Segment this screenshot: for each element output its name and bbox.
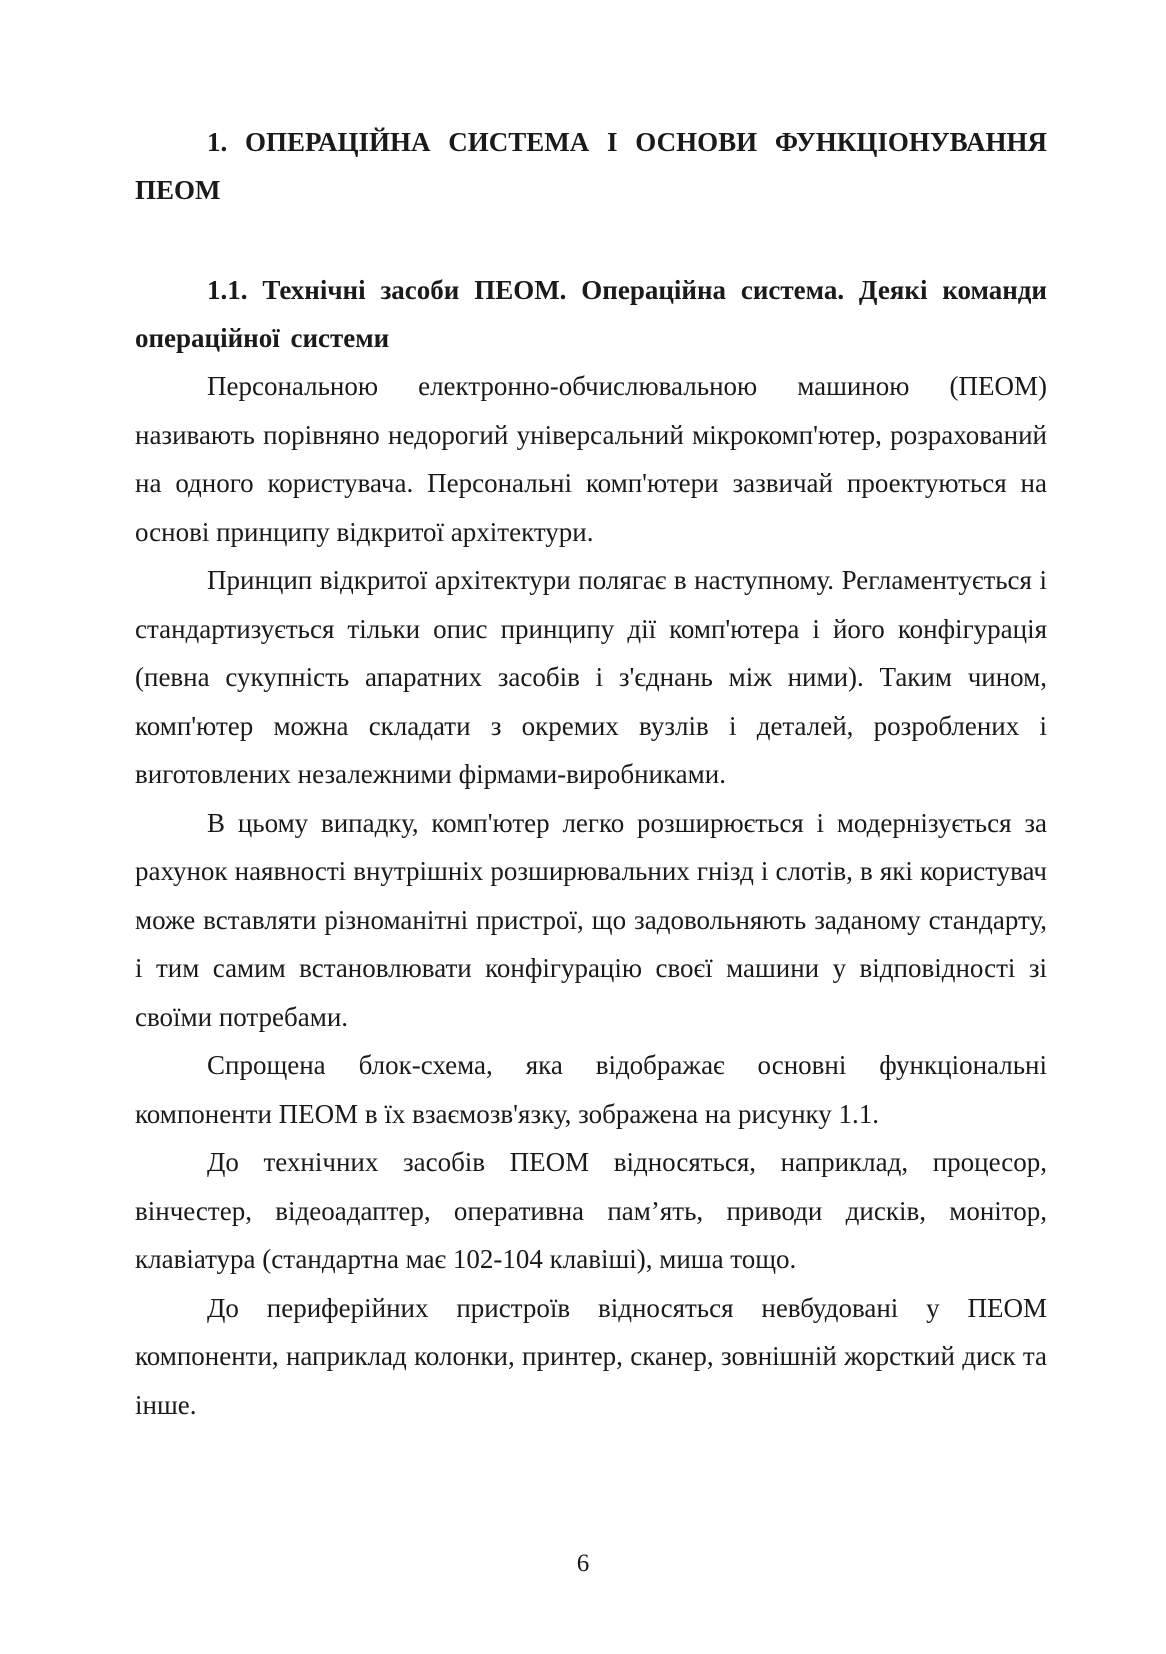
- paragraph-block-diagram: Спрощена блок-схема, яка відображає основні функціональні компоненти ПЕОМ в їх взаємозв'язку, зображена на рисунку 1.1.: [135, 1050, 1047, 1129]
- page-number: 6: [576, 1550, 590, 1577]
- paragraph-expansion: В цьому випадку, комп'ютер легко розширюється і модернізується за рахунок наявності внутрішніх розширювальних гнізд і слотів, в які користувач може вставляти різноманітні пристрої, що задовольняють заданому стандарту, і тим самим встановлювати конфігурацію своєї машини у відповідності зі своїми потребами.: [135, 807, 1047, 1032]
- chapter-title: 1. ОПЕРАЦІЙНА СИСТЕМА І ОСНОВИ ФУНКЦІОНУВАННЯ ПЕОМ: [135, 127, 1047, 205]
- section-title: 1.1. Технічні засоби ПЕОМ. Операційна система. Деякі команди операційної системи: [135, 275, 1047, 353]
- page-content: [135, 118, 1047, 1429]
- paragraph-open-architecture: Принцип відкритої архітектури полягає в наступному. Регламентується і стандартизується тільки опис принципу дії комп'ютера і його конфігурація (певна сукупність апаратних засобів і з'єднань між ними). Таким чином, комп'ютер можна складати з окремих вузлів і деталей, розроблених і виготовлених незалежними фірмами-виробниками.: [135, 565, 1047, 789]
- paragraph-peripherals: До периферійних пристроїв відносяться невбудовані у ПЕОМ компоненти, наприклад колонки, принтер, сканер, зовнішній жорсткий диск та інше.: [135, 1292, 1047, 1420]
- paragraph-hardware: До технічних засобів ПЕОМ відносяться, наприклад, процесор, вінчестер, відеоадаптер, оперативна пам’ять, приводи дисків, монітор, клавіатура (стандартна має 102-104 клавіші), миша тощо.: [135, 1147, 1047, 1274]
- paragraph-pc-definition: Персональною електронно-обчислювальною машиною (ПЕОМ) називають порівняно недорогий універсальний мікрокомп'ютер, розрахований на одного користувача. Персональні комп'ютери зазвичай проектуються на основі принципу відкритої архітектури.: [135, 371, 1047, 547]
